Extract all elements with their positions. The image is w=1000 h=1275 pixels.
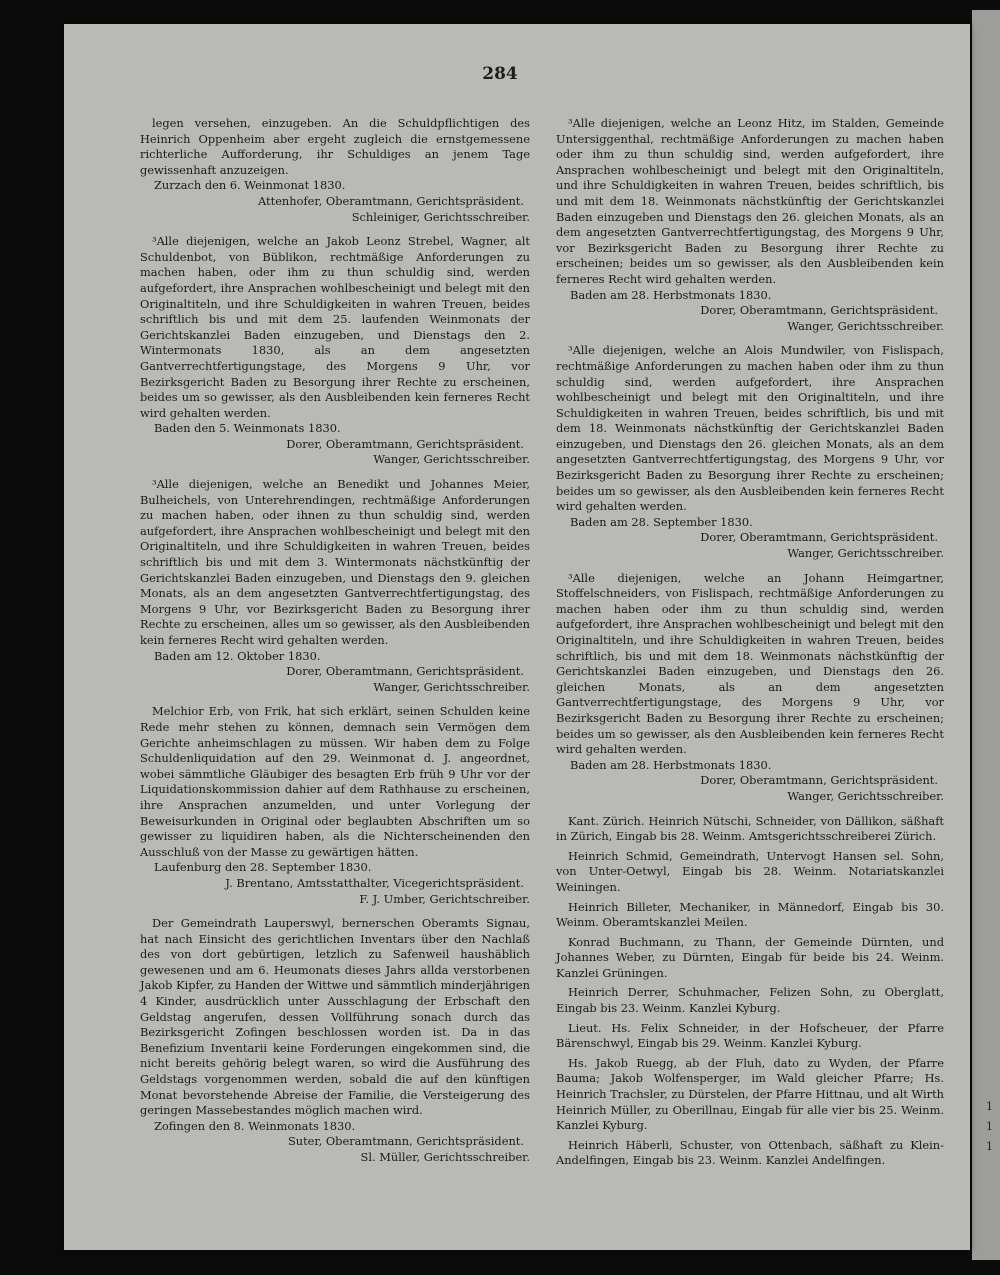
notice-paragraph: Heinrich Billeter, Mechaniker, in Männedorf, Eingab bis 30. Weinm. Oberamtskanzlei Meilen.	[556, 899, 944, 930]
notice-date-line: Zofingen den 8. Weinmonats 1830.	[154, 1118, 356, 1133]
paragraph-spacer	[140, 225, 530, 234]
paragraph-spacer	[140, 907, 530, 916]
notice-date-line: Baden den 5. Weinmonats 1830.	[154, 421, 341, 436]
notice-signature-line: Wanger, Gerichtsschreiber.	[373, 679, 530, 694]
page-number: 284	[482, 64, 518, 84]
notice-paragraph: Konrad Buchmann, zu Thann, der Gemeinde Dürnten, und Johannes Weber, zu Dürnten, Eingab für beide bis 24. Weinm. Kanzlei Grüningen.	[556, 934, 944, 980]
notice-date-line: Baden am 28. September 1830.	[570, 514, 753, 529]
notice-signature-line: Suter, Oberamtmann, Gerichtspräsident.	[287, 1134, 524, 1149]
adjacent-page-edge	[972, 10, 1000, 1260]
notice-paragraph: Kant. Zürich. Heinrich Nütschi, Schneider, von Dällikon, säßhaft in Zürich, Eingab bis 28. Weinm. Amtsgerichtsschreiberei Zürich.	[556, 813, 944, 844]
notice-paragraph: Der Gemeindrath Lauperswyl, bernerschen Oberamts Signau, hat nach Einsicht des gerichtlichen Inventars über den Nachlaß des von dort gebürtigen, letzlich zu Safenweil haushäblich gewesenen und am 6. Heumonats dieses Jahrs allda verstorbenen Jakob Kipfer, zu Handen der Wittwe und sämmtlich minderjährigen 4 Kinder, ausdrücklich unter Ausschlagung der Erbschaft den Geldstag angerufen, dessen Vollführung sonach durch das Bezirksgericht Zofingen beschlossen worden ist. Da in das Benefizium Inventarii keine Forderungen eingekommen sind, die nicht bereits gehörig belegt waren, so wird die Ausführung des Geldstags vorgenommen werden, sobald die auf den künftigen Monat bevorstehende Abreise der Familie, die Versteigerung des geringen Massebestandes möglich machen wird.	[140, 916, 530, 1118]
notice-paragraph: Hs. Jakob Ruegg, ab der Fluh, dato zu Wyden, der Pfarre Bauma; Jakob Wolfensperger, im Wald gleicher Pfarre; Hs. Heinrich Trachsler, zu Dürstelen, der Pfarre Hittnau, und alt Wirth Heinrich Müller, zu Oberillnau, Eingab für alle vier bis 25. Weinm. Kanzlei Kyburg.	[556, 1055, 944, 1133]
notice-signature-line: Wanger, Gerichtsschreiber.	[373, 452, 530, 467]
notice-signature-line: Dorer, Oberamtmann, Gerichtspräsident.	[286, 436, 524, 451]
notice-signature-line: Attenhofer, Oberamtmann, Gerichtspräsident.	[258, 193, 524, 208]
notice-date-line: Zurzach den 6. Weinmonat 1830.	[154, 178, 346, 193]
notice-paragraph: ³Alle diejenigen, welche an Jakob Leonz Strebel, Wagner, alt Schuldenbot, von Büblikon, rechtmäßige Anforderungen zu machen haben, oder ihm zu thun schuldig sind, werden aufgefordert, ihre Ansprachen wohlbescheinigt und belegt mit den Originaltiteln, und ihre Schuldigkeiten in wahren Treuen, beides schriftlich bis und mit dem 25. laufenden Weinmonats der Gerichtskanzlei Baden einzugeben, und Dienstags den 2. Wintermonats 1830, als an dem angesetzten Gantverrechtfertigungstage, des Morgens 9 Uhr, vor Bezirksgericht Baden zu Besorgung ihrer Rechte zu erscheinen, beides um so gewisser, als den Ausbleibenden kein ferneres Recht wird gehalten werden.	[140, 234, 530, 420]
notice-signature-line: Dorer, Oberamtmann, Gerichtspräsident.	[286, 664, 524, 679]
notice-date-line: Laufenburg den 28. September 1830.	[154, 860, 372, 875]
notice-paragraph: legen versehen, einzugeben. An die Schuldpflichtigen des Heinrich Oppenheim aber ergeht zugleich die ernstgemessene richterliche Aufforderung, ihr Schuldiges an jenem Tage gewissenhaft anzuzeigen.	[140, 116, 530, 177]
notice-paragraph: Melchior Erb, von Frik, hat sich erklärt, seinen Schulden keine Rede mehr stehen zu können, demnach sein Vermögen dem Gerichte anheimschlagen zu müssen. Wir haben dem zu Folge Schuldenliquidation auf den 29. Weinmonat d. J. angeordnet, wobei sämmtliche Gläubiger des besagten Erb früh 9 Uhr vor der Liquidationskommission dahier auf dem Rathhause zu erscheinen, ihre Ansprachen anzumelden, und unter Vorlegung der Beweisurkunden in Original oder beglaubten Abschriften um so gewisser zu liquidiren haben, als die Nichterscheinenden den Ausschluß von der Masse zu gewärtigen hätten.	[140, 704, 530, 859]
left-column	[140, 116, 530, 1166]
notice-paragraph: Heinrich Derrer, Schuhmacher, Felizen Sohn, zu Oberglatt, Eingab bis 23. Weinm. Kanzlei Kyburg.	[556, 985, 944, 1016]
notice-paragraph: ³Alle diejenigen, welche an Alois Mundwiler, von Fislispach, rechtmäßige Anforderungen zu machen haben oder ihm zu thun schuldig sind, werden aufgefordert, ihre Ansprachen wohlbescheinigt und belegt mit den Originaltiteln, und ihre Schuldigkeiten in wahren Treuen, beides schriftlich, bis und mit dem 18. Weinmonats nächstkünftig der Gerichtskanzlei Baden einzugeben, und Dienstags den 26. gleichen Monats, als an dem angesetzten Gantverrechtfertigungstag, des Morgens 9 Uhr, vor Bezirksgericht Baden zu Besorgung ihrer Rechte zu erscheinen; beides um so gewisser, als den Ausbleibenden kein ferneres Recht wird gehalten werden.	[556, 343, 944, 514]
notice-date-line: Baden am 28. Herbstmonats 1830.	[570, 757, 772, 772]
notice-date-line: Baden am 28. Herbstmonats 1830.	[570, 287, 772, 302]
adjacent-page-digit: 1	[986, 1100, 993, 1113]
notice-signature-line: Wanger, Gerichtsschreiber.	[787, 546, 944, 561]
notice-date-line: Baden am 12. Oktober 1830.	[154, 648, 321, 663]
notice-paragraph: Heinrich Schmid, Gemeindrath, Untervogt Hansen sel. Sohn, von Unter-Oetwyl, Eingab bis 28. Weinm. Notariatskanzlei Weiningen.	[556, 848, 944, 894]
notice-signature-line: J. Brentano, Amtsstatthalter, Vicegerichtspräsident.	[225, 875, 524, 890]
notice-paragraph: Heinrich Häberli, Schuster, von Ottenbach, säßhaft zu Klein-Andelfingen, Eingab bis 23. Weinm. Kanzlei Andelfingen.	[556, 1137, 944, 1168]
notice-paragraph: ³Alle diejenigen, welche an Leonz Hitz, im Stalden, Gemeinde Untersiggenthal, rechtmäßige Anforderungen zu machen haben oder ihm zu thun schuldig sind, werden aufgefordert, ihre Ansprachen wohlbescheinigt und belegt mit den Originaltiteln, und ihre Schuldigkeiten in wahren Treuen, beides schriftlich, bis und mit dem 18. Weinmonats nächstkünftig der Gerichtskanzlei Baden einzugeben und Dienstags den 26. gleichen Monats, als an dem angesetzten Gantverrechtfertigungstag, des Morgens 9 Uhr, vor Bezirksgericht Baden zu Besorgung ihrer Rechte zu erscheinen; beides um so gewisser, als den Ausbleibenden kein ferneres Recht wird gehalten werden.	[556, 116, 944, 286]
notice-signature-line: Schleiniger, Gerichtsschreiber.	[351, 209, 530, 224]
notice-paragraph: ³Alle diejenigen, welche an Benedikt und Johannes Meier, Bulheichels, von Unterehrendingen, rechtmäßige Anforderungen zu machen haben, oder ihnen zu thun schuldig sind, werden aufgefordert, ihre Ansprachen wohlbescheinigt und belegt mit den Originaltiteln, und ihre Schuldigkeiten in wahren Treuen, beides schriftlich bis und mit dem 3. Wintermonats nächstkünftig der Gerichtskanzlei Baden einzugeben, und Dienstags den 9. gleichen Monats, als an dem angesetzten Gantverrechtfertigungstag, des Morgens 9 Uhr, vor Bezirksgericht Baden zu Besorgung ihrer Rechte zu erscheinen, alles um so gewisser, als den Ausbleibenden kein ferneres Recht wird gehalten werden.	[140, 477, 530, 647]
notice-signature-line: Wanger, Gerichtsschreiber.	[787, 318, 944, 333]
notice-signature-line: Dorer, Oberamtmann, Gerichtspräsident.	[700, 773, 938, 788]
paragraph-spacer	[556, 334, 944, 343]
paragraph-spacer	[556, 805, 944, 814]
notice-signature-line: Dorer, Oberamtmann, Gerichtspräsident.	[700, 303, 938, 318]
notice-paragraph: Lieut. Hs. Felix Schneider, in der Hofscheuer, der Pfarre Bärenschwyl, Eingab bis 29. Weinm. Kanzlei Kyburg.	[556, 1020, 944, 1051]
notice-signature-line: Dorer, Oberamtmann, Gerichtspräsident.	[700, 530, 938, 545]
paragraph-spacer	[140, 695, 530, 704]
notice-signature-line: F. J. Umber, Gerichtschreiber.	[359, 891, 530, 906]
notice-signature-line: Sl. Müller, Gerichtsschreiber.	[360, 1150, 530, 1164]
adjacent-page-digit: 1	[986, 1140, 993, 1153]
paragraph-spacer	[140, 468, 530, 477]
adjacent-page-digit: 1	[986, 1120, 993, 1133]
paragraph-spacer	[556, 562, 944, 571]
notice-signature-line: Wanger, Gerichtsschreiber.	[787, 788, 944, 803]
notice-paragraph: ³Alle diejenigen, welche an Johann Heimgartner, Stoffelschneiders, von Fislispach, rechtmäßige Anforderungen zu machen haben oder ihm zu thun schuldig sind, werden aufgefordert, ihre Ansprachen wohlbescheinigt und belegt mit den Originaltiteln, und ihre Schuldigkeiten in wahren Treuen, beides schriftlich, bis und mit dem 18. Weinmonats nächstkünftig der Gerichtskanzlei Baden einzugeben, und Dienstags den 26. gleichen Monats, als an dem angesetzten Gantverrechtfertigungstage, des Morgens 9 Uhr, vor Bezirksgericht Baden zu Besorgung ihrer Rechte zu erscheinen; beides um so gewisser, als den Ausbleibenden kein ferneres Recht wird gehalten werden.	[556, 570, 944, 757]
right-column	[556, 116, 944, 1169]
